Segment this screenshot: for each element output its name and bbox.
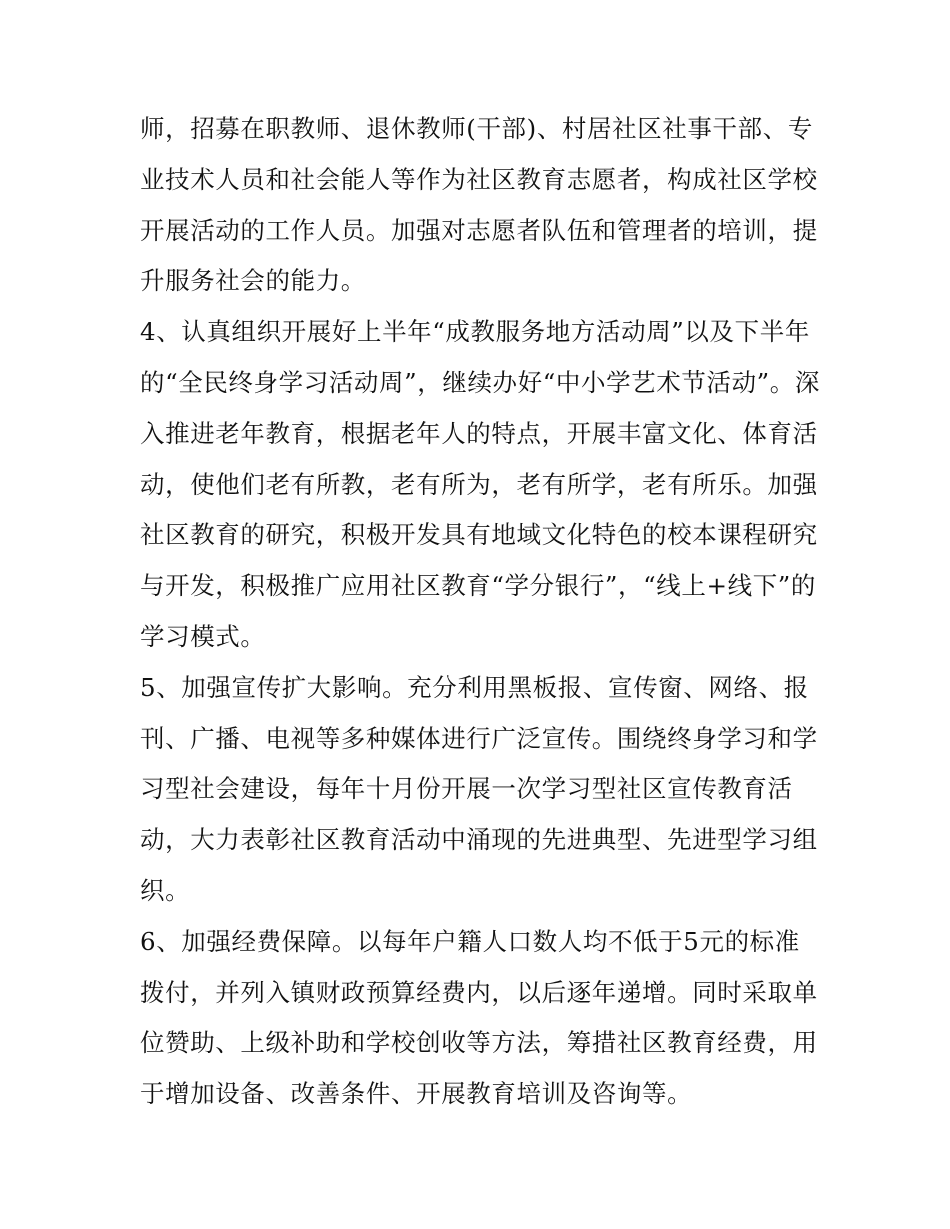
text-line: 开展活动的工作人员。加强对志愿者队伍和管理者的培训，提: [140, 215, 818, 245]
text-line: 业技术人员和社会能人等作为社区教育志愿者，构成社区学校: [140, 164, 818, 194]
text-line: 师，招募在职教师、退休教师(干部)、村居社区社事干部、专: [140, 114, 813, 143]
text-line: 织。: [140, 875, 191, 905]
text-line: 与开发，积极推广应用社区教育“学分银行”，“线上+线下”的: [140, 571, 817, 601]
text-line: 位赞助、上级补助和学校创收等方法，筹措社区教育经费，用: [140, 1028, 818, 1058]
text-line: 社区教育的研究，积极开发具有地域文化特色的校本课程研究: [140, 520, 818, 550]
text-line: 的“全民终身学习活动周”，继续办好“中小学艺术节活动”。深: [140, 367, 820, 397]
text-line: 拨付，并列入镇财政预算经费内，以后逐年递增。同时采取单: [140, 977, 818, 1007]
text-line: 6、加强经费保障。以每年户籍人口数人均不低于5元的标准: [140, 926, 800, 956]
text-line: 升服务社会的能力。: [140, 266, 366, 296]
document-body: [140, 104, 818, 1120]
text-line: 动，使他们老有所教，老有所为，老有所学，老有所乐。加强: [140, 469, 818, 499]
text-line: 习型社会建设，每年十月份开展一次学习型社区宣传教育活: [140, 774, 793, 804]
text-line: 4、认真组织开展好上半年“成教服务地方活动周”以及下半年: [140, 317, 810, 347]
text-line: 动，大力表彰社区教育活动中涌现的先进典型、先进型学习组: [140, 825, 818, 855]
text-line: 入推进老年教育，根据老年人的特点，开展丰富文化、体育活: [140, 418, 818, 448]
text-line: 学习模式。: [140, 621, 266, 651]
text-line: 5、加强宣传扩大影响。充分利用黑板报、宣传窗、网络、报: [140, 672, 809, 702]
text-line: 刊、广播、电视等多种媒体进行广泛宣传。围绕终身学习和学: [140, 723, 818, 753]
text-line: 于增加设备、改善条件、开展教育培训及咨询等。: [140, 1079, 693, 1109]
